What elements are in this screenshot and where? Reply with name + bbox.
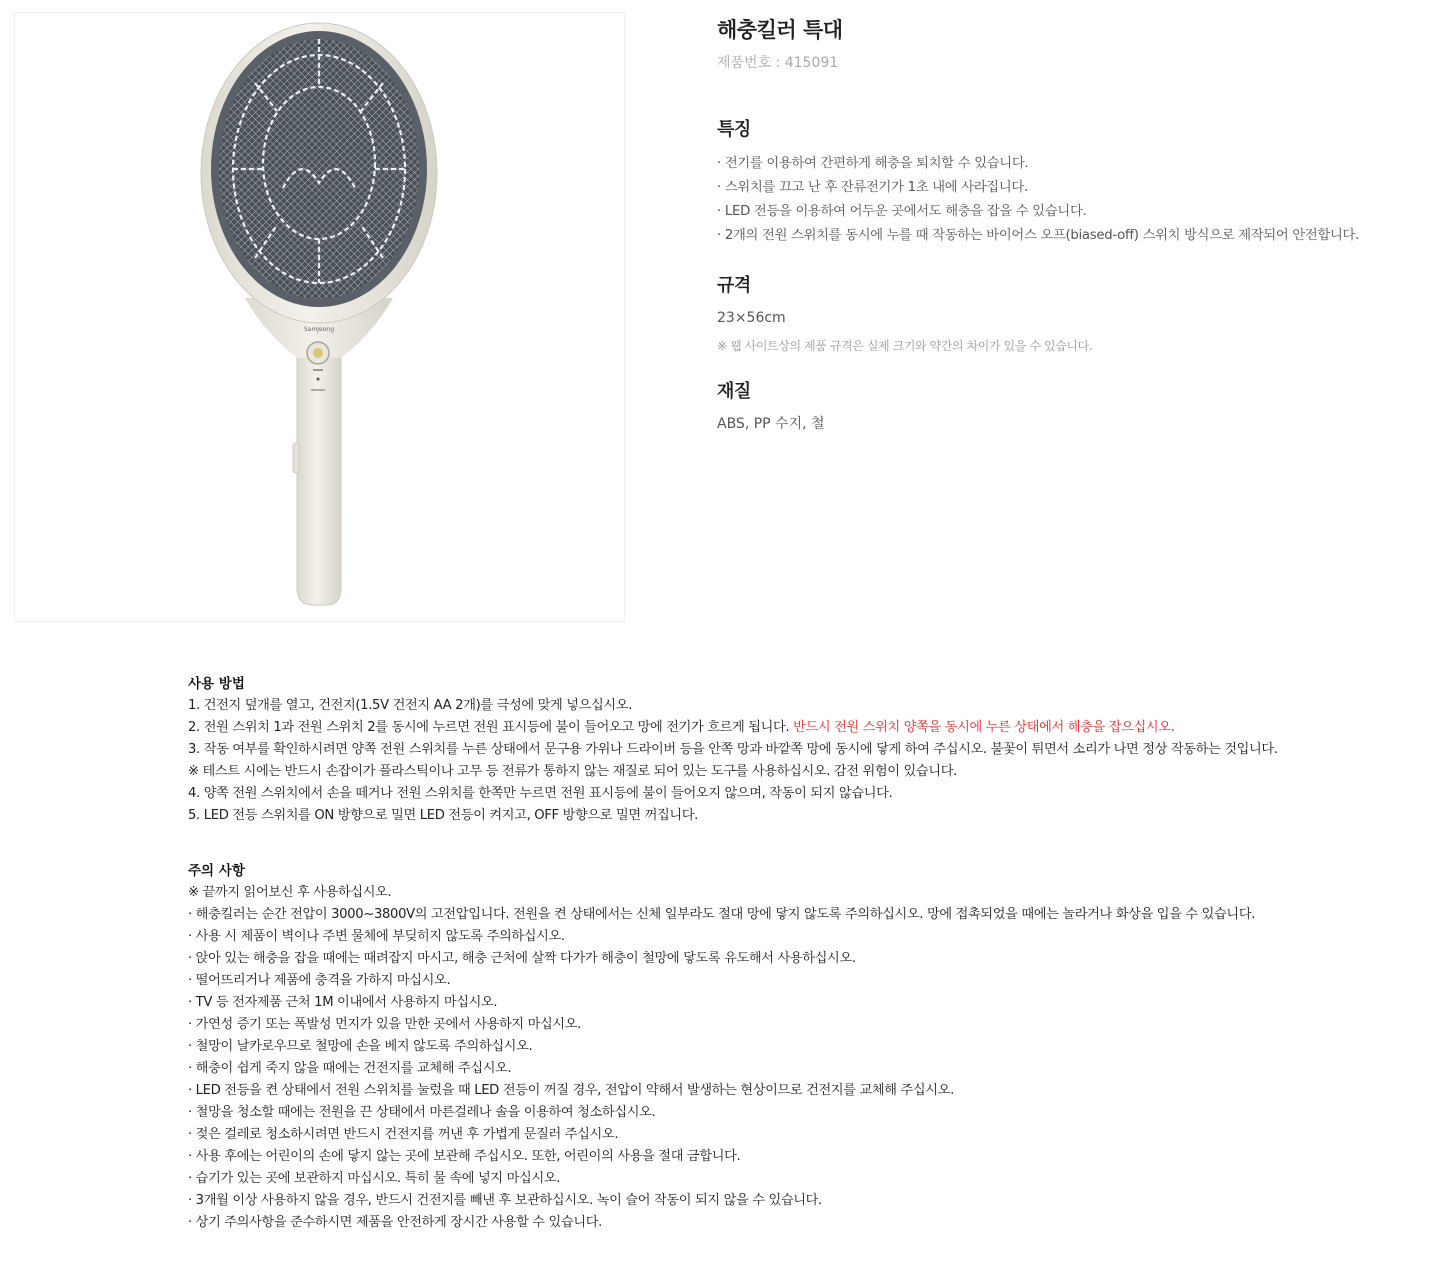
usage-title: 사용 방법 [188,676,245,692]
caution-item: · 떨어뜨리거나 제품에 충격을 가하지 마십시오. [188,973,451,988]
caution-item: · 3개월 이상 사용하지 않을 경우, 반드시 건전지를 빼낸 후 보관하십시오. 녹이 슬어 작동이 되지 않을 수 있습니다. [188,1193,822,1208]
material-heading: 재질 [717,381,751,402]
spec-value: 23×56cm [717,310,786,326]
product-code [717,54,1417,72]
product-code-label: 제품번호 : [717,55,785,71]
caution-item: · 사용 후에는 어린이의 손에 닿지 않는 곳에 보관해 주십시오. 또한, 어린이의 사용을 절대 금합니다. [188,1149,741,1164]
caution-title: 주의 사항 [188,863,245,879]
caution-item: · TV 등 전자제품 근처 1M 이내에서 사용하지 마십시오. [188,995,498,1010]
caution-item: · 철망을 청소할 때에는 전원을 끈 상태에서 마른걸레나 솔을 이용하여 청소하십시오. [188,1105,656,1120]
brand-logo: SamJeong [303,326,335,333]
spec-heading: 규격 [717,275,751,296]
usage-step: 3. 작동 여부를 확인하시려면 양쪽 전원 스위치를 누른 상태에서 문구용 가위나 드라이버 등을 안쪽 망과 바깥쪽 망에 동시에 닿게 하여 주십시오. 불꽃이 튀면서 소리가 나면 정상 작동하는 것입니다. [188,742,1278,757]
product-image [14,12,625,622]
caution-item: · 해충킬러는 순간 전압이 3000~3800V의 고전압입니다. 전원을 켠 상태에서는 신체 일부라도 절대 망에 닿지 않도록 주의하십시오. 망에 접촉되었을 때에는 놀라거나 화상을 입을 수 있습니다. [188,907,1256,922]
caution-section [188,860,1418,1234]
feature-item: · 2개의 전원 스위치를 동시에 누를 때 작동하는 바이어스 오프(biased-off) 스위치 방식으로 제작되어 안전합니다. [717,228,1360,243]
feature-item: · 스위치를 끄고 난 후 잔류전기가 1초 내에 사라집니다. [717,180,1028,195]
caution-item: · 젖은 걸레로 청소하시려면 반드시 건전지를 꺼낸 후 가볍게 문질러 주십시오. [188,1127,619,1142]
caution-item: · 가연성 증기 또는 폭발성 먼지가 있을 만한 곳에서 사용하지 마십시오. [188,1017,581,1032]
usage-step: 5. LED 전등 스위치를 ON 방향으로 밀면 LED 전등이 켜지고, OFF 방향으로 밀면 꺼집니다. [188,808,699,823]
feature-item: · 전기를 이용하여 간편하게 해충을 퇴치할 수 있습니다. [717,156,1029,171]
caution-item: · 철망이 날카로우므로 철망에 손을 베지 않도록 주의하십시오. [188,1039,533,1054]
caution-item: · 사용 시 제품이 벽이나 주변 물체에 부딪히지 않도록 주의하십시오. [188,929,565,944]
spec-note: ※ 웹 사이트상의 제품 규격은 실제 크기와 약간의 차이가 있을 수 있습니다. [717,339,1093,353]
usage-warning: ※ 테스트 시에는 반드시 손잡이가 플라스틱이나 고무 등 전류가 통하지 않는 재질로 되어 있는 도구를 사용하십시오. 감전 위험이 있습니다. [188,764,957,779]
feature-item: · LED 전등을 이용하여 어두운 곳에서도 해충을 잡을 수 있습니다. [717,204,1087,219]
caution-warning: ※ 끝까지 읽어보신 후 사용하십시오. [188,885,392,900]
usage-step: 4. 양쪽 전원 스위치에서 손을 떼거나 전원 스위치를 한쪽만 누르면 전원 표시등에 불이 들어오지 않으며, 작동이 되지 않습니다. [188,786,893,801]
product-code-value: 415091 [784,55,839,71]
product-title: 해충킬러 특대 [717,18,843,42]
usage-step [188,717,1418,739]
features-list [717,152,1417,248]
caution-item: · 앉아 있는 해충을 잡을 때에는 때려잡지 마시고, 해충 근처에 살짝 다가가 해충이 철망에 닿도록 유도해서 사용하십시오. [188,951,856,966]
caution-item: · 습기가 있는 곳에 보관하지 마십시오. 특히 물 속에 넣지 마십시오. [188,1171,561,1186]
bug-zapper-racket-image [15,13,626,623]
caution-item: · LED 전등을 켠 상태에서 전원 스위치를 눌렀을 때 LED 전등이 꺼질 경우, 전압이 약해서 발생하는 현상이므로 건전지를 교체해 주십시오. [188,1083,954,1098]
usage-step: 1. 건전지 덮개를 열고, 건전지(1.5V 건전지 AA 2개)를 극성에 맞게 넣으십시오. [188,698,633,713]
features-heading: 특징 [717,119,751,140]
caution-item: · 상기 주의사항을 준수하시면 제품을 안전하게 장시간 사용할 수 있습니다. [188,1215,602,1230]
usage-step-emphasis: 반드시 전원 스위치 양쪽을 동시에 누른 상태에서 해충을 잡으십시오. [793,720,1175,735]
usage-step-text: 2. 전원 스위치 1과 전원 스위치 2를 동시에 누르면 전원 표시등에 불이 들어오고 망에 전기가 흐르게 됩니다. [188,720,794,735]
usage-section [188,673,1418,827]
caution-item: · 해충이 쉽게 죽지 않을 때에는 건전지를 교체해 주십시오. [188,1061,512,1076]
product-info [717,16,1417,432]
material-value: ABS, PP 수지, 철 [717,416,825,432]
